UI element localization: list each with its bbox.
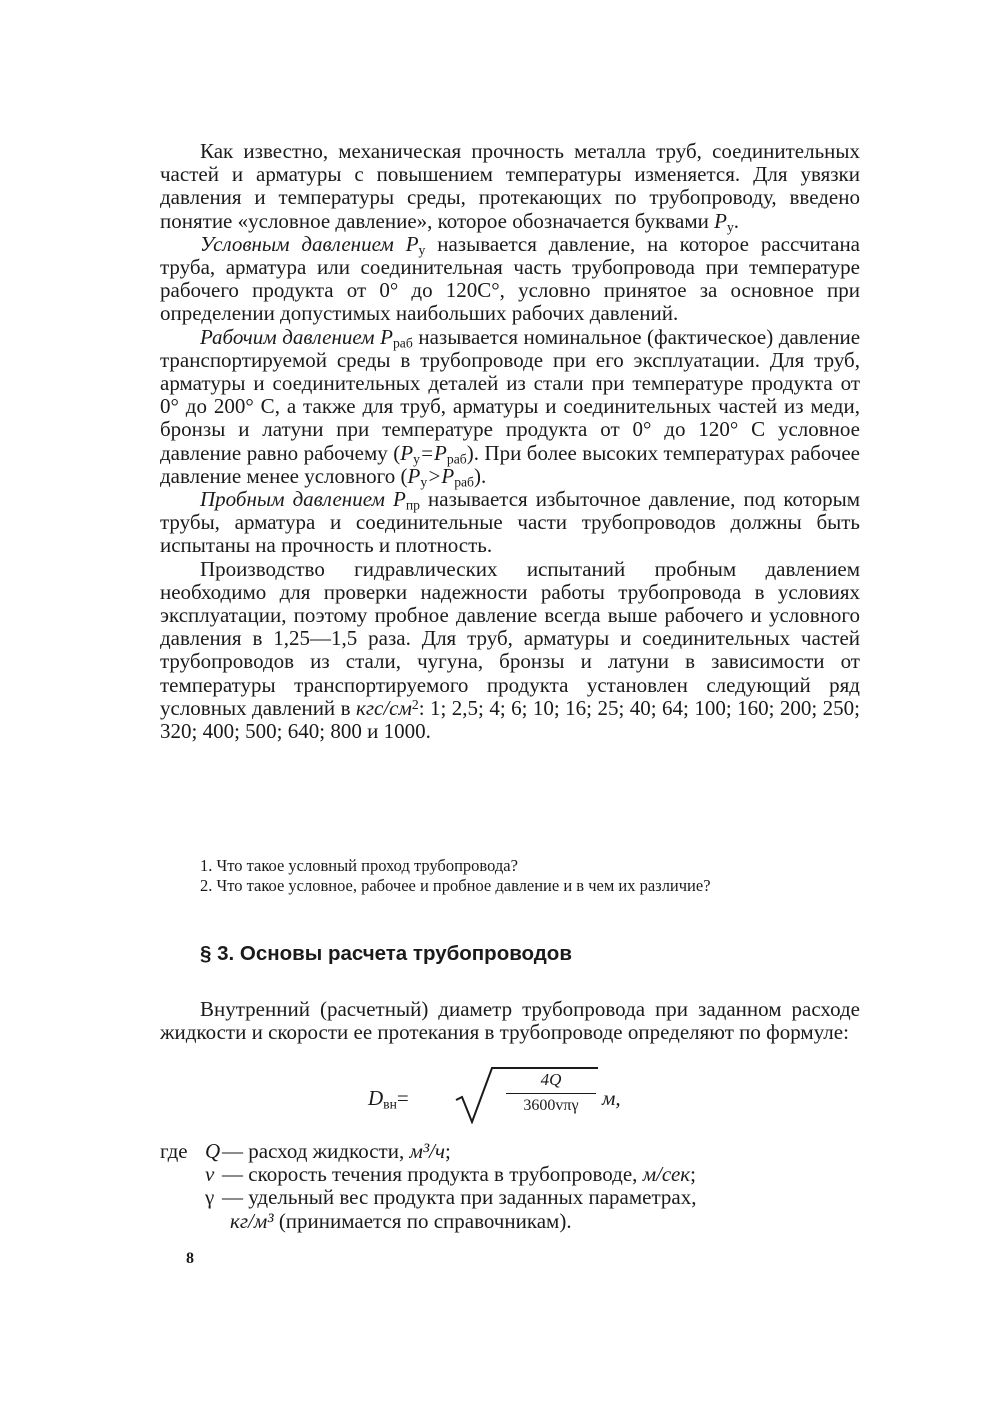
formula-lhs: $D_{вн}=$ (368, 1086, 409, 1112)
paragraph-1: Как известно, механическая прочность металла труб, соединительных частей и арматуры с повышением температуры изменяется. Для увязки давления и температуры среды, протекающих по трубопроводу, введено понятие «условное давление», которое обозначается буквами $P_у$. (160, 139, 860, 235)
legend-row-gamma: γ — удельный вес продукта при заданных параметрах, (205, 1185, 697, 1210)
paragraph-3: Рабочим давлением $P_{раб}$ называется номинальное (фактическое) давление транспортируемой среды в трубопроводе при его эксплуатации. Для труб, арматуры и соединительных деталей из стали при температуре продукта от 0° до 200° С, а также для труб, арматуры и соединительных частей из меди, бронзы и латуни при температуре продукта от 0° до 120° С условное давление равно рабочему $(P_у=P_{раб})$. При более высоких температурах рабочее давление менее условного $(P_у>P_{раб})$. (160, 324, 861, 490)
legend-row-continuation: кг/м³ (принимается по справочникам). (230, 1208, 572, 1233)
section-heading: § 3. Основы расчета трубопроводов (200, 942, 572, 965)
term-working-pressure: Рабочим давлением (200, 324, 375, 349)
legend-row-v: v — скорость течения продукта в трубопроводе, м/сек; (205, 1162, 696, 1187)
legend-row-q: где Q — расход жидкости, м³/ч; (160, 1139, 451, 1163)
formula-denominator: 3600vπγ (523, 1097, 579, 1114)
diameter-formula (368, 1064, 668, 1124)
paragraph-4: Пробным давлением $P_{пр}$ называется избыточное давление, под которым трубы, арматура и соединительные части трубопроводов должны быть испытаны на прочность и плотность. (160, 487, 861, 558)
formula-fraction (506, 1070, 596, 1115)
paragraph-2: Условным давлением $P_у$ называется давление, на которое рассчитана труба, арматура или соединительная часть трубопровода при температуре рабочего продукта от 0° до 120С°, условно принятое за основное при определении допустимых наибольших рабочих давлений. (160, 231, 860, 326)
formula-unit: м, (602, 1086, 621, 1110)
formula-numerator: 4Q (540, 1070, 562, 1089)
question-1: 1. Что такое условный проход трубопровода? (200, 856, 518, 875)
question-2: 2. Что такое условное, рабочее и пробное давление и в чем их различие? (200, 876, 711, 895)
page-number: 8 (186, 1250, 194, 1267)
term-nominal-pressure: Условным давлением (200, 231, 394, 256)
main-text (160, 140, 860, 743)
term-test-pressure: Пробным давлением (200, 487, 385, 512)
legend-where: где (160, 1139, 188, 1163)
paragraph-5: Производство гидравлических испытаний пробным давлением необходимо для проверки надежности работы трубопровода в условиях эксплуатации, поэтому пробное давление всегда выше рабочего и условного давления в 1,25—1,5 раза. Для труб, арматуры и соединительных частей трубопроводов из стали, чугуна, бронзы и латуни в зависимости от температуры транспортируемого продукта установлен следующий ряд условных давлений в кгс/$см^2$: 1; 2,5; 4; 6; 10; 16; 25; 40; 64; 100; 160; 200; 250; 320; 400; 500; 640; 800 и 1000. (160, 556, 861, 744)
formula-legend (160, 1140, 880, 1233)
fraction-bar (506, 1093, 596, 1094)
review-questions (160, 856, 870, 896)
section-intro: Внутренний (расчетный) диаметр трубопровода при заданном расходе жидкости и скорости ее протекания в трубопроводе определяют по формуле: (160, 997, 860, 1045)
